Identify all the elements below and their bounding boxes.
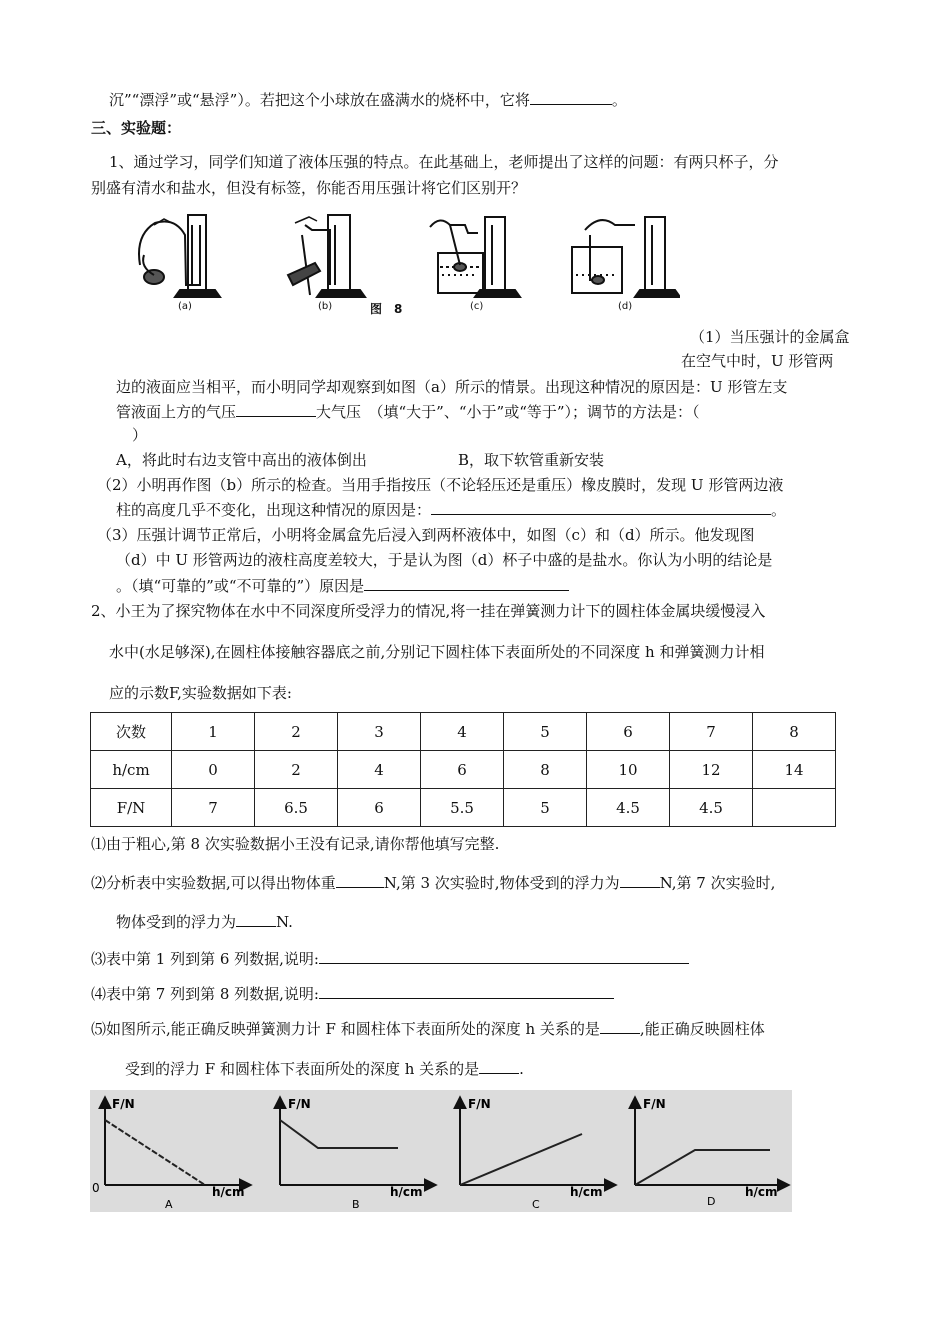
s5-text-1: ⑸如图所示,能正确反映弹簧测力计 F 和圆柱体下表面所处的深度 h 关系的是 ,能正确反映圆柱体 bbox=[91, 1020, 765, 1038]
s2-text-2: 物体受到的浮力为 N. bbox=[116, 913, 293, 931]
table-cell: 5 bbox=[504, 713, 587, 751]
table-cell: 1 bbox=[172, 713, 255, 751]
table-row bbox=[91, 713, 836, 751]
y-axis-label: F/N bbox=[468, 1097, 491, 1111]
answer-blank[interactable] bbox=[530, 90, 612, 105]
p1-text-2: 在空气中时，U 形管两 bbox=[681, 352, 834, 370]
s2-text-1: ⑵分析表中实验数据,可以得出物体重 N,第 3 次实验时,物体受到的浮力为 N,第 7 次实验时, bbox=[91, 874, 776, 892]
graph-d-label: D bbox=[707, 1195, 716, 1208]
table-cell: h/cm bbox=[91, 751, 172, 789]
table-cell: 0 bbox=[172, 751, 255, 789]
q2-text-2: 水中(水足够深),在圆柱体接触容器底之前,分别记下圆柱体下表面所处的不同深度 h 和弹簧测力计相 bbox=[109, 643, 765, 661]
table-cell: 10 bbox=[587, 751, 670, 789]
option-b: B，取下软管重新安装 bbox=[458, 451, 605, 469]
table-cell: 6 bbox=[338, 789, 421, 827]
p3-text-1: （3）压强计调节正常后，小明将金属盒先后浸入到两杯液体中，如图（c）和（d）所示。他发现图 bbox=[97, 526, 755, 544]
answer-blank[interactable] bbox=[336, 873, 384, 888]
graph-b-label: B bbox=[352, 1198, 360, 1211]
q2-text-3: 应的示数F,实验数据如下表: bbox=[109, 684, 292, 702]
figure-8-manometers bbox=[130, 205, 680, 320]
graph-options-svg bbox=[90, 1090, 792, 1212]
data-table bbox=[90, 712, 836, 827]
s5-text-2: 受到的浮力 F 和圆柱体下表面所处的深度 h 关系的是 . bbox=[125, 1060, 524, 1078]
answer-blank[interactable] bbox=[319, 984, 614, 999]
table-cell: 14 bbox=[753, 751, 836, 789]
table-cell: 4 bbox=[421, 713, 504, 751]
answer-blank[interactable] bbox=[600, 1019, 640, 1034]
table-cell: 8 bbox=[753, 713, 836, 751]
manometer-a bbox=[139, 215, 220, 297]
label-b: (b) bbox=[318, 301, 333, 312]
line-top: 沉”“漂浮”或“悬浮”）。若把这个小球放在盛满水的烧杯中，它将 。 bbox=[109, 91, 627, 109]
answer-blank[interactable] bbox=[431, 500, 771, 515]
answer-blank[interactable] bbox=[620, 873, 660, 888]
p3-text-2: （d）中 U 形管两边的液柱高度差较大，于是认为图（d）杯子中盛的是盐水。你认为小明的结论是 bbox=[116, 551, 773, 569]
q2-text-1: 2、小王为了探究物体在水中不同深度所受浮力的情况,将一挂在弹簧测力计下的圆柱体金属块缓慢浸入 bbox=[91, 602, 766, 620]
manometer-d bbox=[572, 217, 680, 297]
x-axis-label: h/cm bbox=[390, 1185, 423, 1199]
origin-label: 0 bbox=[92, 1181, 100, 1195]
label-c: (c) bbox=[470, 301, 484, 312]
graph-a bbox=[92, 1097, 250, 1211]
table-cell: 7 bbox=[172, 789, 255, 827]
answer-blank[interactable] bbox=[236, 402, 316, 417]
x-axis-label: h/cm bbox=[212, 1185, 245, 1199]
p1-text-5: ） bbox=[132, 426, 148, 444]
x-axis-label: h/cm bbox=[570, 1185, 603, 1199]
s3-text: ⑶表中第 1 列到第 6 列数据,说明: bbox=[91, 949, 689, 969]
table-cell: 次数 bbox=[91, 713, 172, 751]
q1-text-2: 别盛有清水和盐水，但没有标签，你能否用压强计将它们区别开？ bbox=[91, 179, 527, 197]
manometer-b bbox=[288, 215, 365, 297]
table-row bbox=[91, 751, 836, 789]
table-cell: 6 bbox=[421, 751, 504, 789]
s1-text: ⑴由于粗心,第 8 次实验数据小王没有记录,请你帮他填写完整. bbox=[91, 835, 500, 853]
table-cell: 12 bbox=[670, 751, 753, 789]
p2-text-1: （2）小明再作图（b）所示的检查。当用手指按压（不论轻压还是重压）橡皮膜时，发现 U 形管两边液 bbox=[97, 476, 784, 494]
answer-blank[interactable] bbox=[319, 949, 689, 964]
answer-blank[interactable] bbox=[236, 912, 276, 927]
table-cell: 4 bbox=[338, 751, 421, 789]
label-d: (d) bbox=[618, 301, 633, 312]
manometer-c bbox=[430, 217, 520, 297]
table-cell-empty[interactable] bbox=[753, 789, 836, 827]
option-a: A，将此时右边支管中高出的液体倒出 bbox=[116, 451, 367, 469]
table-cell: 4.5 bbox=[670, 789, 753, 827]
answer-blank[interactable] bbox=[364, 576, 569, 591]
s4-text: ⑷表中第 7 列到第 8 列数据,说明: bbox=[91, 984, 614, 1004]
label-a: (a) bbox=[178, 301, 192, 312]
table-cell: 6 bbox=[587, 713, 670, 751]
y-axis-label: F/N bbox=[643, 1097, 666, 1111]
answer-blank[interactable] bbox=[479, 1059, 519, 1074]
table-cell: 6.5 bbox=[255, 789, 338, 827]
table-cell: 2 bbox=[255, 713, 338, 751]
section-title: 三、实验题： bbox=[91, 119, 182, 137]
table-cell: 8 bbox=[504, 751, 587, 789]
graph-options bbox=[90, 1090, 792, 1212]
table-cell: 5.5 bbox=[421, 789, 504, 827]
graph-c bbox=[460, 1097, 615, 1211]
p3-text-3: 。（填“可靠的”或“不可靠的”）原因是 bbox=[116, 576, 569, 596]
p1-text-4: 管液面上方的气压 大气压 （填“大于”、“小于”或“等于”）；调节的方法是：（ bbox=[116, 403, 700, 421]
table-row bbox=[91, 789, 836, 827]
table-cell: 2 bbox=[255, 751, 338, 789]
y-axis-label: F/N bbox=[112, 1097, 135, 1111]
table-cell: 3 bbox=[338, 713, 421, 751]
table-cell: 5 bbox=[504, 789, 587, 827]
p2-text-2: 柱的高度几乎不变化，出现这种情况的原因是： 。 bbox=[116, 501, 787, 519]
table-cell: F/N bbox=[91, 789, 172, 827]
q1-text-1: 1、通过学习，同学们知道了液体压强的特点。在此基础上，老师提出了这样的问题：有两只杯子，分 bbox=[109, 153, 779, 171]
graph-d bbox=[635, 1097, 788, 1208]
y-axis-label: F/N bbox=[288, 1097, 311, 1111]
p1-text-1: （1）当压强计的金属盒 bbox=[690, 328, 850, 346]
graph-c-label: C bbox=[532, 1198, 540, 1211]
graph-a-label: A bbox=[165, 1198, 173, 1211]
p1-text-3: 边的液面应当相平，而小明同学却观察到如图（a）所示的情景。出现这种情况的原因是：U 形管左支 bbox=[116, 378, 788, 396]
table-cell: 7 bbox=[670, 713, 753, 751]
x-axis-label: h/cm bbox=[745, 1185, 778, 1199]
table-cell: 4.5 bbox=[587, 789, 670, 827]
figure-caption: 图 8 bbox=[370, 302, 403, 316]
graph-b bbox=[280, 1097, 435, 1211]
